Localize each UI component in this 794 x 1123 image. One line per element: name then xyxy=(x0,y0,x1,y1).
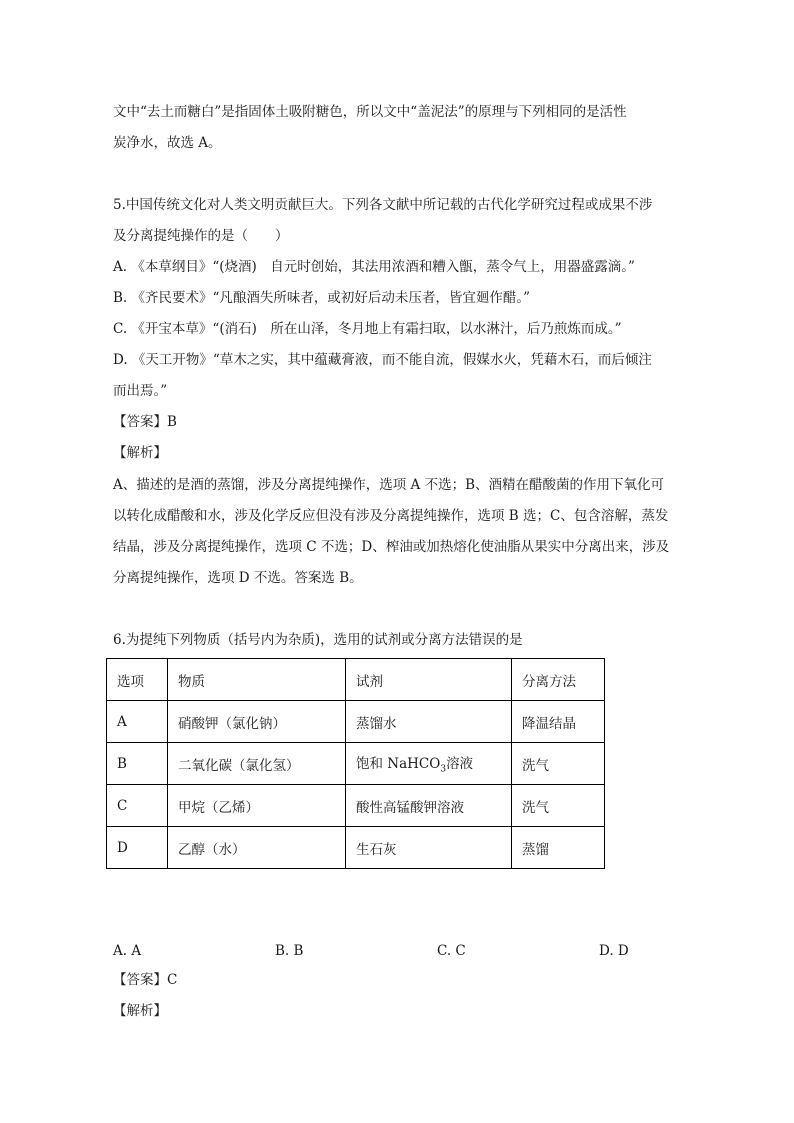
table-cell: A xyxy=(107,701,168,743)
table-cell: 酸性高锰酸钾溶液 xyxy=(346,785,512,827)
table-cell: 洗气 xyxy=(512,743,605,785)
q5-answer: 【答案】B xyxy=(113,414,177,430)
table-cell: 乙醇（水） xyxy=(168,827,346,869)
table-cell: 二氧化碳（氯化氢） xyxy=(168,743,346,785)
q6-option-b: B. B xyxy=(275,943,304,959)
q6-option-a: A. A xyxy=(113,943,142,959)
q6-answer: 【答案】C xyxy=(113,972,178,988)
table-cell: 蒸馏 xyxy=(512,827,605,869)
table-cell: C xyxy=(107,785,168,827)
q5-option-d-line-1: D. 《天工开物》“草木之实，其中蕴藏膏液，而不能自流，假媒水火，凭藉木石，而后倾注 xyxy=(113,352,652,368)
q5-analysis-label: 【解析】 xyxy=(113,445,167,461)
prev-explanation-line-1: 文中“去土而糖白”是指固体土吸附糖色，所以文中“盖泥法”的原理与下列相同的是活性 xyxy=(113,104,627,120)
q5-stem-line-2: 及分离提纯操作的是（ ） xyxy=(113,228,289,244)
table-cell: D xyxy=(107,827,168,869)
table-cell: 蒸馏水 xyxy=(346,701,512,743)
table-cell: 硝酸钾（氯化钠） xyxy=(168,701,346,743)
table-header-cell: 分离方法 xyxy=(512,659,605,701)
q5-stem-line-1: 5.中国传统文化对人类文明贡献巨大。下列各文献中所记载的古代化学研究过程或成果不涉 xyxy=(113,197,653,213)
q5-analysis-line-3: 结晶，涉及分离提纯操作，选项 C 不选；D、榨油或加热熔化使油脂从果实中分离出来，涉及 xyxy=(113,539,670,555)
table-row xyxy=(107,743,605,785)
table-header-row xyxy=(107,659,605,701)
reagent-text: 饱和 NaHCO xyxy=(356,756,441,773)
q6-analysis-label: 【解析】 xyxy=(113,1003,167,1019)
q5-analysis-line-4: 分离提纯操作，选项 D 不选。答案选 B。 xyxy=(113,570,363,586)
table-cell: 生石灰 xyxy=(346,827,512,869)
table-header-cell: 物质 xyxy=(168,659,346,701)
table-cell: 洗气 xyxy=(512,785,605,827)
q6-option-d: D. D xyxy=(599,943,629,959)
table-row xyxy=(107,701,605,743)
q5-option-a: A. 《本草纲目》“(烧酒) 自元时创始，其法用浓酒和糟入甑，蒸令气上，用器盛露滴。” xyxy=(113,259,635,275)
q5-option-c: C. 《开宝本草》“(消石) 所在山泽，冬月地上有霜扫取，以水淋汁，后乃煎炼而成。” xyxy=(113,321,622,337)
reagent-suffix: 溶液 xyxy=(446,756,474,773)
q6-stem: 6.为提纯下列物质（括号内为杂质)，选用的试剂或分离方法错误的是 xyxy=(113,632,523,648)
q5-analysis-line-1: A、描述的是酒的蒸馏，涉及分离提纯操作，选项 A 不选；B、酒精在醋酸菌的作用下氧化可 xyxy=(113,477,665,493)
table-cell-reagent xyxy=(346,743,512,785)
q6-option-c: C. C xyxy=(437,943,466,959)
table-cell: B xyxy=(107,743,168,785)
q6-table xyxy=(106,658,605,869)
table-cell: 降温结晶 xyxy=(512,701,605,743)
q5-option-b: B. 《齐民要术》“凡酿酒失所味者，或初好后动未压者，皆宜廻作醋。” xyxy=(113,290,531,306)
table-header-cell: 试剂 xyxy=(346,659,512,701)
table-header-cell: 选项 xyxy=(107,659,168,701)
table-row xyxy=(107,827,605,869)
table-cell: 甲烷（乙烯） xyxy=(168,785,346,827)
reagent-subscript: 3 xyxy=(440,764,447,775)
prev-explanation-line-2: 炭净水，故选 A。 xyxy=(113,135,222,151)
table-row xyxy=(107,785,605,827)
q5-option-d-line-2: 而出焉。” xyxy=(113,383,168,399)
q5-analysis-line-2: 以转化成醋酸和水，涉及化学反应但没有涉及分离提纯操作，选项 B 选；C、包含溶解，蒸发 xyxy=(113,508,669,524)
